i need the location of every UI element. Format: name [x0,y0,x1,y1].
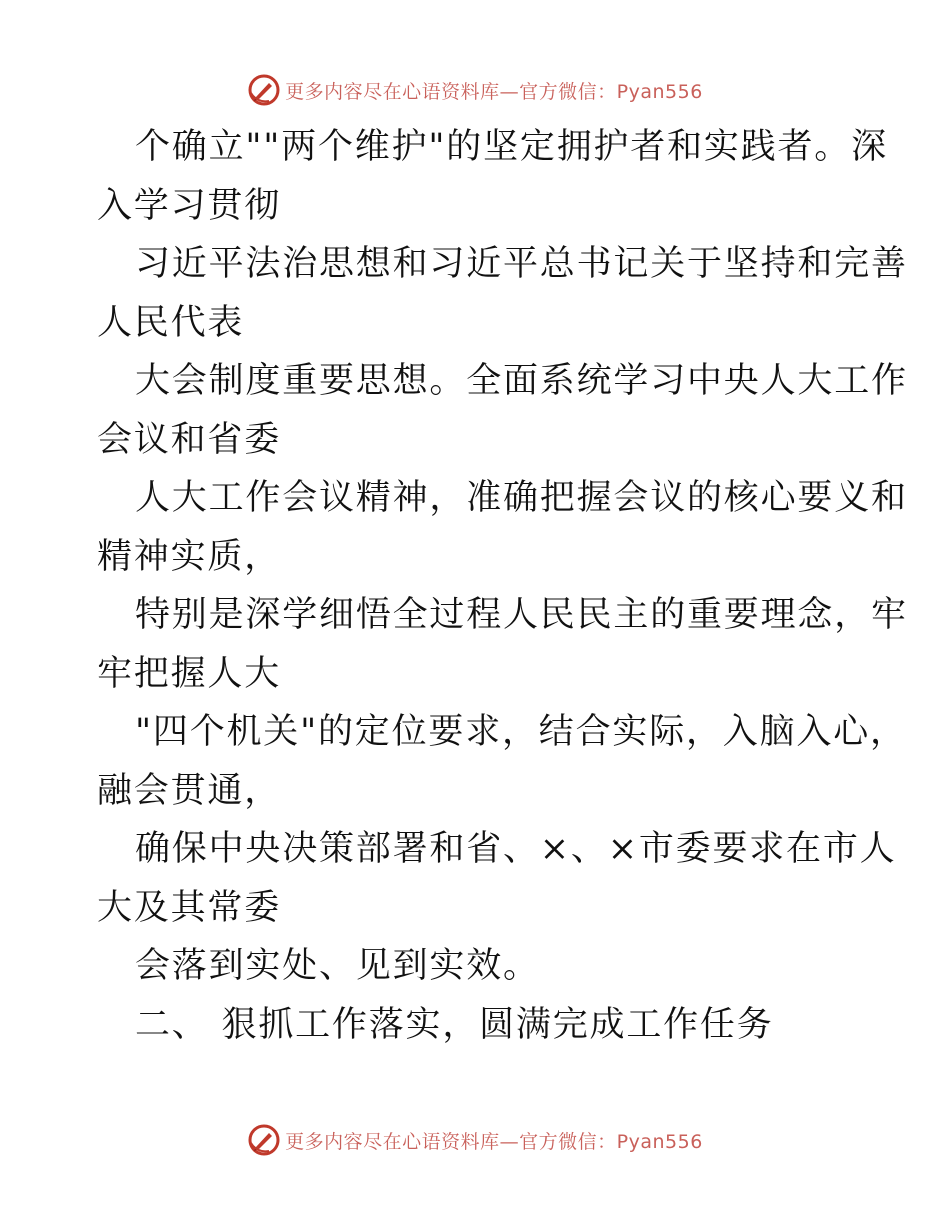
wechat-id: Pyan556 [616,1130,703,1153]
section-heading: 二、 狠抓工作落实，圆满完成工作任务 [135,1004,774,1045]
watermark-text [285,77,703,104]
body-line: 融会贯通， [97,770,282,811]
body-line: 会议和省委 [97,419,282,460]
body-line: 牢把握人大 [97,653,282,694]
body-line: 特别是深学细悟全过程人民民主的重要理念，牢 [135,595,908,635]
body-line: 大及其常委 [97,887,282,928]
body-line: 人民代表 [97,302,245,343]
body-line: 会落到实处、见到实效。 [135,946,540,986]
body-line: 大会制度重要思想。全面系统学习中央人大工作 [135,361,908,401]
body-line: 习近平法治思想和习近平总书记关于坚持和完善 [135,244,908,284]
watermark-label: 更多内容尽在心语资料库—官方微信： [285,1130,617,1153]
body-line: 确保中央决策部署和省、×、×市委要求在市人 [135,829,897,869]
watermark-header [0,70,950,110]
wechat-id: Pyan556 [616,80,703,103]
watermark-text [285,1127,703,1154]
red-pen-circle-logo-icon [247,1123,281,1157]
document-body [97,118,908,1054]
body-line: 精神实质， [97,536,282,577]
body-line: "四个机关"的定位要求，结合实际，入脑入心， [135,712,907,752]
body-line: 入学习贯彻 [97,185,282,226]
body-line: 人大工作会议精神，准确把握会议的核心要义和 [135,478,908,518]
watermark-label: 更多内容尽在心语资料库—官方微信： [285,80,617,103]
red-pen-circle-logo-icon [247,73,281,107]
body-line: 个确立""两个维护"的坚定拥护者和实践者。深 [135,127,888,167]
watermark-footer [0,1120,950,1160]
